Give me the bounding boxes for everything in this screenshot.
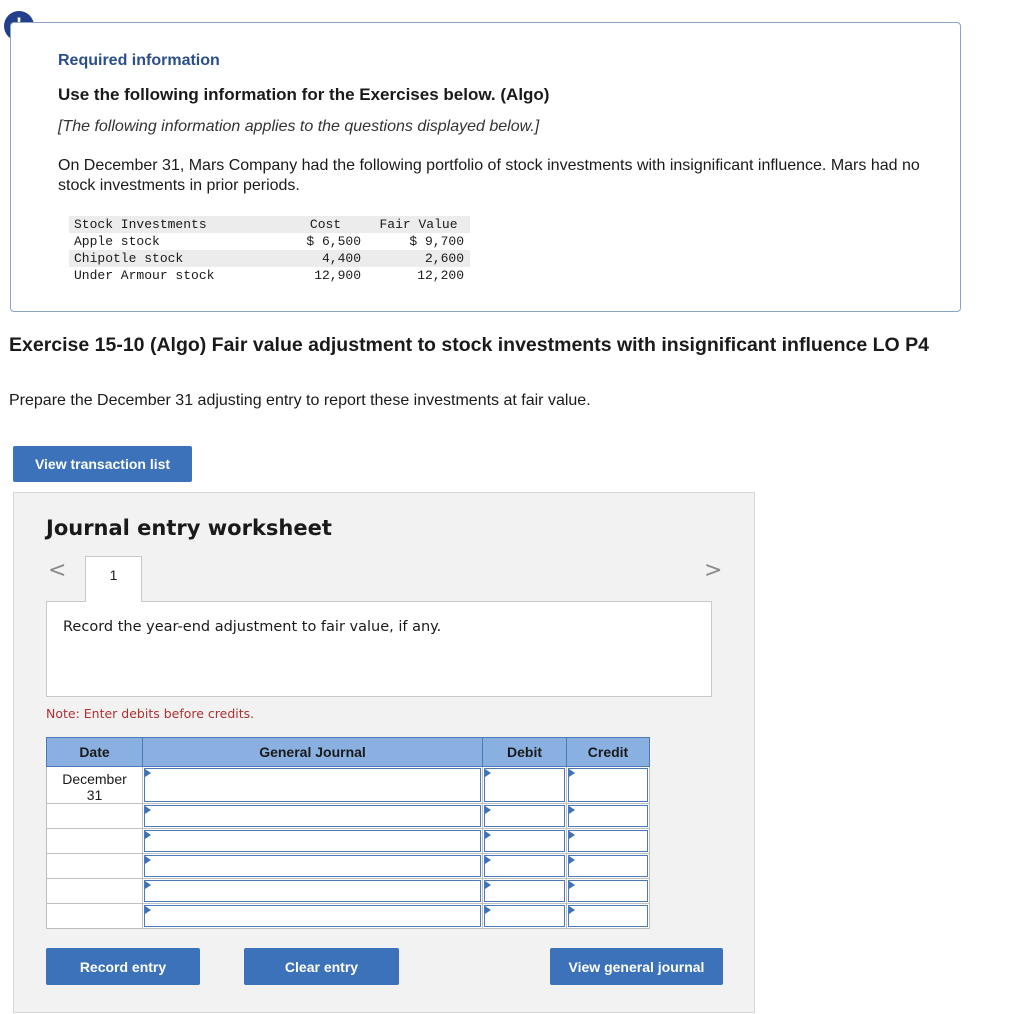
instruction-panel	[46, 601, 712, 697]
column-header-stock: Stock Investments	[74, 217, 207, 232]
account-input[interactable]	[144, 905, 481, 927]
credit-input[interactable]	[568, 768, 648, 802]
exercises-subheading: Use the following information for the Exercises below. (Algo)	[58, 85, 550, 104]
exercise-prompt: Prepare the December 31 adjusting entry to report these investments at fair value.	[9, 392, 591, 409]
debit-cell	[483, 804, 567, 829]
journal-entry-worksheet	[13, 492, 755, 1013]
credit-cell	[567, 829, 650, 854]
view-general-journal-button[interactable]: View general journal	[550, 948, 723, 985]
journal-row	[47, 829, 650, 854]
debit-input[interactable]	[484, 880, 565, 902]
date-cell	[47, 904, 143, 929]
account-input[interactable]	[144, 855, 481, 877]
stock-fair-value: 12,200	[417, 268, 464, 283]
credit-cell	[567, 854, 650, 879]
debit-cell	[483, 879, 567, 904]
stock-cost: $ 6,500	[306, 234, 361, 249]
column-header-date: Date	[47, 738, 143, 767]
account-cell	[143, 879, 483, 904]
table-row	[69, 267, 470, 284]
debit-input[interactable]	[484, 855, 565, 877]
record-entry-button[interactable]: Record entry	[46, 948, 200, 985]
view-transaction-list-button[interactable]: View transaction list	[13, 446, 192, 482]
account-input[interactable]	[144, 768, 481, 802]
credit-input[interactable]	[568, 905, 648, 927]
column-header-general-journal: General Journal	[143, 738, 483, 767]
account-cell	[143, 829, 483, 854]
date-cell	[47, 829, 143, 854]
debit-input[interactable]	[484, 768, 565, 802]
journal-row	[47, 854, 650, 879]
date-month: December	[62, 771, 127, 787]
stock-cost: 4,400	[321, 251, 361, 266]
debit-cell	[483, 767, 567, 804]
debit-input[interactable]	[484, 805, 565, 827]
required-information-heading: Required information	[58, 52, 220, 69]
applies-note: [The following information applies to the questions displayed below.]	[58, 118, 540, 135]
credit-input[interactable]	[568, 830, 648, 852]
column-header-cost: Cost	[309, 217, 342, 232]
journal-row	[47, 879, 650, 904]
date-cell	[47, 767, 143, 804]
date-day: 31	[86, 787, 103, 803]
credit-input[interactable]	[568, 855, 648, 877]
stock-fair-value: $ 9,700	[409, 234, 464, 249]
clear-entry-button[interactable]: Clear entry	[244, 948, 399, 985]
date-cell	[47, 854, 143, 879]
stock-name: Chipotle stock	[74, 251, 184, 266]
account-cell	[143, 804, 483, 829]
stock-investments-table	[69, 216, 470, 284]
debit-cell	[483, 829, 567, 854]
table-row	[69, 250, 470, 267]
debit-input[interactable]	[484, 830, 565, 852]
debit-input[interactable]	[484, 905, 565, 927]
journal-row	[47, 767, 650, 804]
instruction-text: Record the year-end adjustment to fair value, if any.	[63, 619, 442, 635]
credit-cell	[567, 904, 650, 929]
journal-row	[47, 904, 650, 929]
credit-input[interactable]	[568, 805, 648, 827]
chevron-left-icon[interactable]: <	[48, 558, 67, 583]
column-header-credit: Credit	[567, 738, 650, 767]
column-header-debit: Debit	[483, 738, 567, 767]
account-cell	[143, 854, 483, 879]
table-header-row	[69, 216, 470, 233]
debits-note: Note: Enter debits before credits.	[46, 706, 255, 721]
stock-name: Apple stock	[74, 234, 160, 249]
stock-name: Under Armour stock	[74, 268, 215, 283]
date-cell	[47, 879, 143, 904]
account-input[interactable]	[144, 830, 481, 852]
chevron-right-icon[interactable]: >	[704, 558, 723, 583]
account-input[interactable]	[144, 805, 481, 827]
account-cell	[143, 904, 483, 929]
tab-label: 1	[109, 567, 118, 583]
column-header-fair-value: Fair Value	[379, 217, 458, 232]
date-cell	[47, 804, 143, 829]
worksheet-title: Journal entry worksheet	[46, 516, 332, 540]
debit-cell	[483, 854, 567, 879]
debit-cell	[483, 904, 567, 929]
tab-1[interactable]	[85, 556, 142, 602]
stock-fair-value: 2,600	[424, 251, 464, 266]
exercise-title: Exercise 15-10 (Algo) Fair value adjustment to stock investments with insignificant influence LO P4	[9, 334, 929, 356]
required-information-panel	[10, 22, 961, 312]
credit-cell	[567, 767, 650, 804]
credit-cell	[567, 804, 650, 829]
table-row	[69, 233, 470, 250]
credit-cell	[567, 879, 650, 904]
stock-cost: 12,900	[314, 268, 361, 283]
account-cell	[143, 767, 483, 804]
credit-input[interactable]	[568, 880, 648, 902]
journal-header-row	[47, 738, 650, 767]
account-input[interactable]	[144, 880, 481, 902]
journal-row	[47, 804, 650, 829]
portfolio-description: On December 31, Mars Company had the following portfolio of stock investments with insignificant influence. Mars had no stock investments in prior periods.	[58, 157, 920, 194]
general-journal-table	[46, 737, 650, 929]
